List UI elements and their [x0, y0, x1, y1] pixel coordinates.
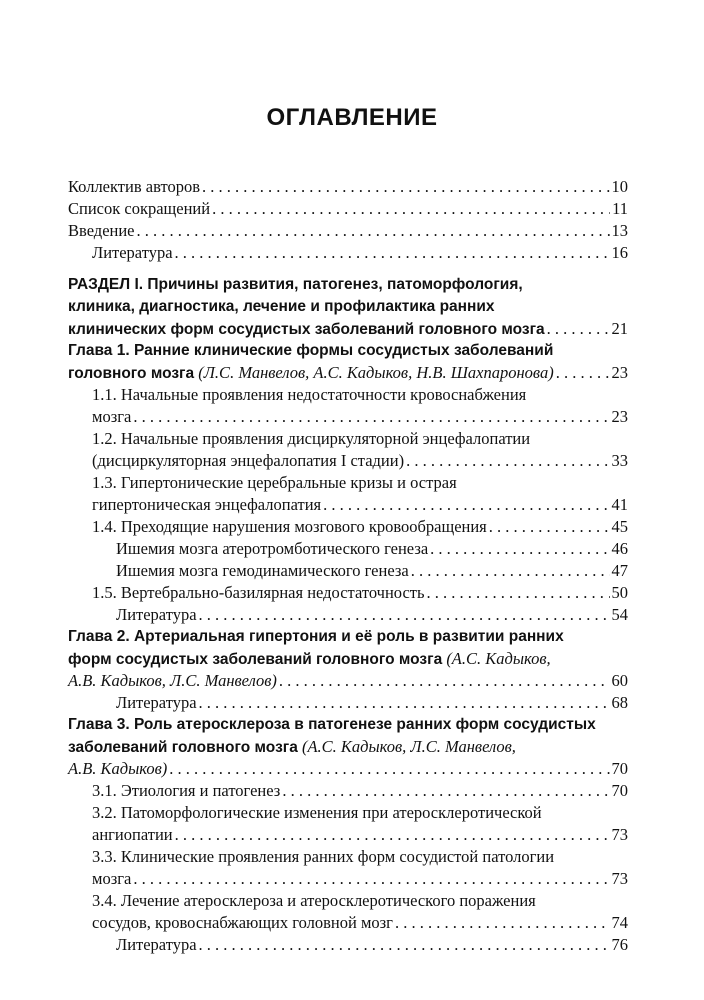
leader-dots	[282, 780, 609, 802]
chapter-heading-line: заболеваний головного мозга	[68, 739, 298, 756]
leader-dots	[175, 824, 610, 846]
toc-entry-text: 3.3. Клинические проявления ранних форм сосудистой патологии	[92, 847, 555, 866]
leader-dots	[430, 538, 609, 560]
toc-entry-text: 1.2. Начальные проявления дисциркуляторной энцефалопатии	[92, 429, 531, 448]
section-heading-line: РАЗДЕЛ I. Причины развития, патогенез, патоморфология,	[68, 276, 523, 293]
toc-entry[interactable]	[68, 176, 628, 198]
toc-entry[interactable]	[68, 846, 628, 890]
page-title: ОГЛАВЛЕНИЕ	[266, 104, 438, 131]
toc-page-number: 13	[611, 221, 628, 240]
toc-entry[interactable]	[68, 472, 628, 516]
leader-dots	[323, 494, 609, 516]
leader-dots	[395, 912, 610, 934]
leader-dots	[406, 450, 609, 472]
toc-entry-text: 1.1. Начальные проявления недостаточности кровоснабжения	[92, 385, 527, 404]
toc-entry-text: Литература	[116, 693, 197, 712]
leader-dots	[199, 934, 610, 956]
toc-entry[interactable]	[68, 428, 628, 472]
toc-page-number: 21	[611, 319, 628, 338]
toc-entry-text: Коллектив авторов	[68, 177, 200, 196]
chapter-authors: А.В. Кадыков)	[68, 759, 168, 778]
toc-page-number: 47	[611, 561, 628, 580]
toc-page-number: 23	[611, 363, 628, 382]
leader-dots	[199, 692, 610, 714]
chapter-authors: (А.С. Кадыков,	[446, 649, 551, 668]
toc-entry-text: Ишемия мозга атеротромботического генеза	[116, 539, 429, 558]
toc-page-number: 74	[611, 913, 628, 932]
toc-entry-text: Литература	[92, 243, 173, 262]
leader-dots	[133, 406, 609, 428]
toc-entry-text: ангиопатии	[92, 825, 173, 844]
leader-dots	[212, 198, 610, 220]
toc-entry-text: Литература	[116, 935, 197, 954]
leader-dots	[175, 242, 610, 264]
toc-page-number: 45	[611, 517, 628, 536]
leader-dots	[411, 560, 610, 582]
toc-entry[interactable]	[68, 692, 628, 714]
toc-entry-text: сосудов, кровоснабжающих головной мозг	[92, 913, 393, 932]
toc-entry[interactable]	[68, 384, 628, 428]
chapter-heading-line: Глава 2. Артериальная гипертония и её роль в развитии ранних	[68, 628, 564, 645]
toc-entry-text: мозга	[92, 407, 132, 426]
toc-entry[interactable]	[68, 604, 628, 626]
chapter-heading-line: Глава 3. Роль атеросклероза в патогенезе ранних форм сосудистых	[68, 716, 596, 733]
leader-dots	[279, 670, 610, 692]
toc-entry-text: 1.5. Вертебрально-базилярная недостаточность	[92, 583, 425, 602]
leader-dots	[133, 868, 609, 890]
toc-entry-text: 3.4. Лечение атеросклероза и атеросклеротического поражения	[92, 891, 536, 910]
toc-entry-text: Введение	[68, 221, 135, 240]
toc-page-number: 68	[611, 693, 628, 712]
toc-entry[interactable]	[68, 582, 628, 604]
toc-entry-text: 3.2. Патоморфологические изменения при атеросклеротической	[92, 803, 542, 822]
section-heading-line: клинических форм сосудистых заболеваний головного мозга	[68, 321, 545, 338]
toc-chapter-3[interactable]	[68, 714, 628, 780]
toc-entry-text: мозга	[92, 869, 132, 888]
chapter-heading-line: головного мозга	[68, 365, 195, 382]
toc-entry[interactable]	[68, 198, 628, 220]
toc-chapter-2[interactable]	[68, 626, 628, 692]
toc-page-number: 73	[611, 869, 628, 888]
toc-page-number: 33	[611, 451, 628, 470]
toc-page-number: 11	[612, 199, 628, 218]
toc-entry-text: Литература	[116, 605, 197, 624]
toc-entry-text: 3.1. Этиология и патогенез	[92, 781, 281, 800]
toc-entry[interactable]	[68, 780, 628, 802]
toc-page-number: 70	[611, 781, 628, 800]
chapter-authors: (А.С. Кадыков, Л.С. Манвелов,	[301, 737, 516, 756]
toc-entry-text: Список сокращений	[68, 199, 211, 218]
leader-dots	[169, 758, 609, 780]
toc-entry[interactable]	[68, 802, 628, 846]
toc-page-number: 16	[611, 243, 628, 262]
toc-page-number: 73	[611, 825, 628, 844]
leader-dots	[489, 516, 610, 538]
toc-page-number: 50	[611, 583, 628, 602]
toc-page-number: 46	[611, 539, 628, 558]
chapter-heading-line: Глава 1. Ранние клинические формы сосудистых заболеваний	[68, 342, 554, 359]
toc-page-number: 60	[611, 671, 628, 690]
toc-entry[interactable]	[68, 560, 628, 582]
toc-entry[interactable]	[68, 934, 628, 956]
leader-dots	[427, 582, 610, 604]
toc-entry-text: Ишемия мозга гемодинамического генеза	[116, 561, 409, 580]
chapter-authors: (Л.С. Манвелов, А.С. Кадыков, Н.В. Шахпаронова)	[198, 363, 554, 382]
table-of-contents	[68, 176, 628, 956]
toc-entry-text: (дисциркуляторная энцефалопатия I стадии)	[92, 451, 405, 470]
toc-chapter-1[interactable]	[68, 340, 628, 384]
leader-dots	[199, 604, 610, 626]
toc-page-number: 76	[611, 935, 628, 954]
chapter-heading-line: форм сосудистых заболеваний головного мозга	[68, 651, 443, 668]
toc-entry[interactable]	[68, 538, 628, 560]
toc-page-number: 70	[611, 759, 628, 778]
toc-entry[interactable]	[68, 220, 628, 242]
toc-entry-text: 1.3. Гипертонические церебральные кризы и острая	[92, 473, 457, 492]
leader-dots	[547, 318, 610, 340]
toc-page-number: 41	[611, 495, 628, 514]
leader-dots	[202, 176, 610, 198]
toc-entry[interactable]	[68, 890, 628, 934]
toc-entry-text: гипертоническая энцефалопатия	[92, 495, 322, 514]
toc-entry[interactable]	[68, 516, 628, 538]
toc-page-number: 23	[611, 407, 628, 426]
toc-entry[interactable]	[68, 242, 628, 264]
section-heading-line: клиника, диагностика, лечение и профилактика ранних	[68, 298, 495, 315]
chapter-authors: А.В. Кадыков, Л.С. Манвелов)	[68, 671, 277, 690]
toc-page-number: 54	[611, 605, 628, 624]
leader-dots	[137, 220, 610, 242]
leader-dots	[556, 362, 610, 384]
toc-page-number: 10	[611, 177, 628, 196]
toc-section-1[interactable]	[68, 274, 628, 340]
toc-entry-text: 1.4. Преходящие нарушения мозгового кровообращения	[92, 517, 487, 536]
